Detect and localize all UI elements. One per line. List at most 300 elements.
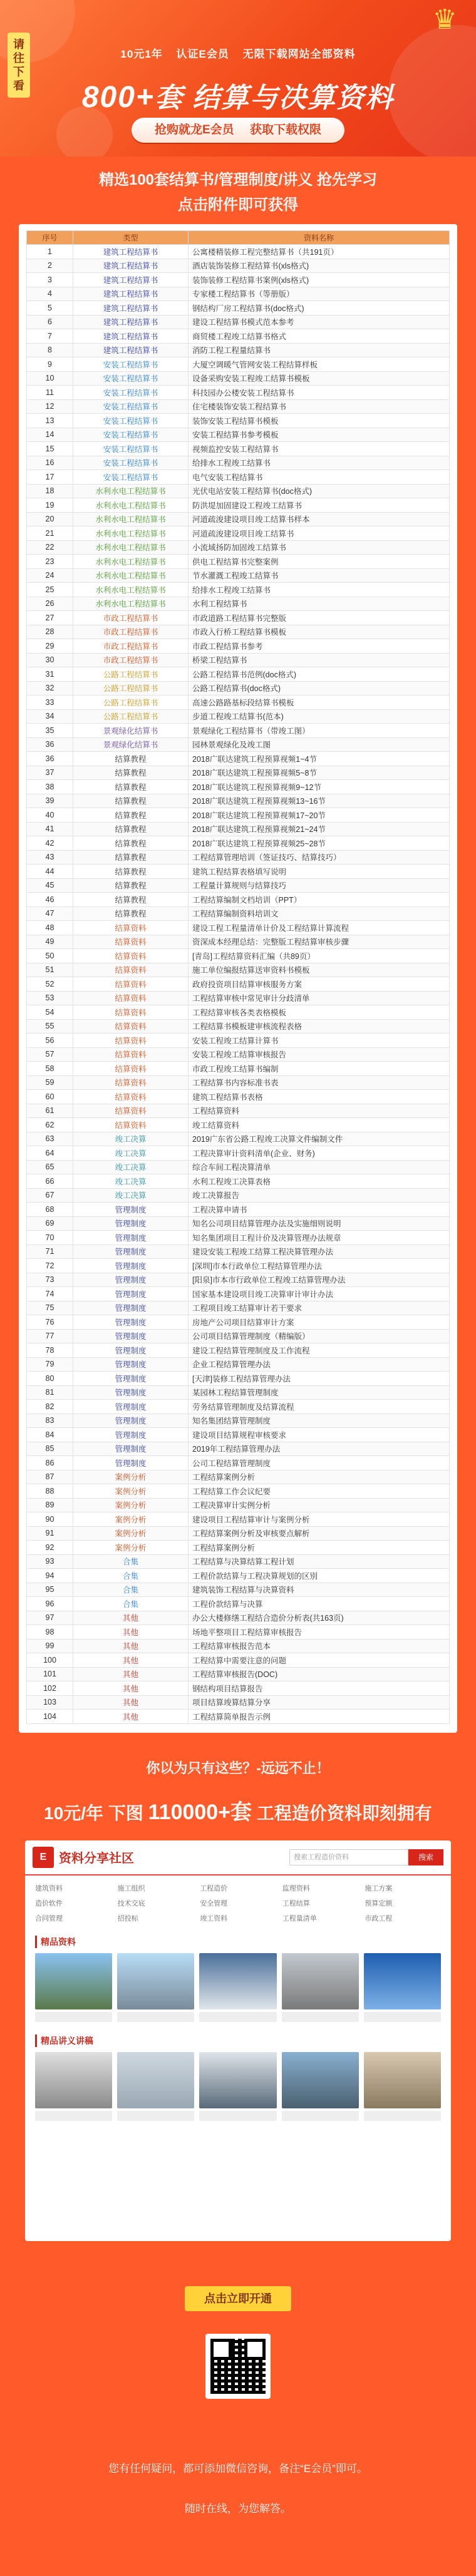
row-number: 66 [27, 1174, 73, 1189]
row-title[interactable]: 高速公路路基标段结算书模板 [189, 695, 450, 710]
row-type: 其他 [73, 1710, 189, 1724]
table-row[interactable] [27, 1710, 450, 1724]
row-number: 42 [27, 836, 73, 851]
table-row[interactable] [27, 921, 450, 935]
site-search-input[interactable]: 搜索工程造价资料 [289, 1849, 408, 1865]
table-row[interactable] [27, 1681, 450, 1696]
row-title[interactable]: 2019广东省公路工程竣工决算文件编制文件 [189, 1132, 450, 1146]
row-type: 水利水电工程结算书 [73, 540, 189, 555]
table-row[interactable] [27, 865, 450, 879]
row-title[interactable]: 工程结算工作会议纪要 [189, 1484, 450, 1499]
table-row[interactable] [27, 484, 450, 498]
table-row[interactable] [27, 1034, 450, 1048]
row-title[interactable]: 工程结算与决算结算工程计划 [189, 1554, 450, 1569]
row-type: 管理制度 [73, 1414, 189, 1428]
table-row[interactable] [27, 1343, 450, 1358]
row-number: 3 [27, 273, 73, 287]
table-row[interactable] [27, 1400, 450, 1414]
thumbnail[interactable] [282, 1953, 359, 2009]
row-number: 65 [27, 1160, 73, 1174]
row-title[interactable]: 酒店装饰装修工程结算书(xls格式) [189, 259, 450, 273]
table-row[interactable] [27, 498, 450, 513]
thumbnail[interactable] [199, 1953, 276, 2009]
row-title[interactable]: 给排水工程竣工结算书 [189, 583, 450, 597]
row-title[interactable]: 2019年工程结算管理办法 [189, 1442, 450, 1456]
table-row[interactable] [27, 611, 450, 625]
row-title[interactable]: 工程结算编制文档培训（PPT） [189, 893, 450, 907]
table-row[interactable] [27, 794, 450, 808]
row-title[interactable]: 建筑装饰工程结算与决算资料 [189, 1583, 450, 1597]
site-nav-link[interactable]: 技术交底 [117, 1899, 145, 1907]
table-row[interactable] [27, 1090, 450, 1104]
row-title[interactable]: 商贸楼工程竣工结算书格式 [189, 329, 450, 344]
row-title[interactable]: 钢结构厂房工程结算书(doc格式) [189, 301, 450, 316]
table-row[interactable] [27, 737, 450, 752]
table-row[interactable] [27, 1118, 450, 1132]
row-title[interactable]: 企业工程结算管理办法 [189, 1357, 450, 1372]
site-nav-link[interactable]: 监理资料 [282, 1884, 310, 1892]
row-title[interactable]: [阳泉]市本市行政单位工程竣工结算管理办法 [189, 1273, 450, 1287]
row-type: 结算资料 [73, 991, 189, 1005]
row-title[interactable]: 工程结算中需要注意的问题 [189, 1653, 450, 1668]
row-title[interactable]: 小流域扬防加固竣工结算书 [189, 540, 450, 555]
table-row[interactable] [27, 681, 450, 695]
table-row[interactable] [27, 1554, 450, 1569]
row-title[interactable]: 工程结算书模板建审核流程表格 [189, 1019, 450, 1034]
row-type: 管理制度 [73, 1343, 189, 1358]
table-row[interactable] [27, 780, 450, 794]
row-title[interactable]: 工程结算案例分析 [189, 1541, 450, 1555]
table-row[interactable] [27, 273, 450, 287]
row-title[interactable]: 工程结算案例分析及审核要点解析 [189, 1526, 450, 1541]
offer-prefix: 10元/年 下图 [44, 1803, 143, 1823]
row-title[interactable]: 工程价款结算与工程决算规划的区别 [189, 1569, 450, 1583]
footer-line-2: 随时在线，为您解答。 [185, 2502, 291, 2515]
row-title[interactable]: 工程决算审计资料清单(企业、财务) [189, 1146, 450, 1161]
table-row[interactable] [27, 371, 450, 386]
row-title[interactable]: 2018广联达建筑工程预算视频21~24节 [189, 822, 450, 836]
row-title[interactable]: 工程结算案例分析 [189, 1470, 450, 1484]
row-title[interactable]: 工程结算资料 [189, 1104, 450, 1118]
row-type: 管理制度 [73, 1329, 189, 1343]
row-title[interactable]: 步道工程竣工结算书(范本) [189, 709, 450, 724]
table-row[interactable] [27, 1216, 450, 1231]
table-row[interactable] [27, 568, 450, 583]
row-title[interactable]: 办公大楼修缮工程结合造价分析表(共163页) [189, 1611, 450, 1625]
resource-table-card [19, 224, 457, 1733]
row-title[interactable]: 劳务结算管理制度及结算流程 [189, 1400, 450, 1414]
row-title[interactable]: 市政道路工程结算书完整版 [189, 611, 450, 625]
table-row[interactable] [27, 1639, 450, 1653]
table-row[interactable] [27, 1019, 450, 1034]
row-type: 案例分析 [73, 1470, 189, 1484]
row-title[interactable]: 工程结算审核报告范本 [189, 1639, 450, 1653]
row-title[interactable]: 视频监控安装工程结算书 [189, 442, 450, 456]
table-row[interactable] [27, 1667, 450, 1681]
row-title[interactable]: 装饰装修工程结算书案例(xls格式) [189, 273, 450, 287]
row-title[interactable]: 政府投资项目结算审核服务方案 [189, 977, 450, 992]
site-nav-link[interactable]: 施工方案 [365, 1884, 393, 1892]
row-type: 结算教程 [73, 752, 189, 766]
table-row[interactable] [27, 977, 450, 992]
table-row[interactable] [27, 1372, 450, 1386]
row-title[interactable]: 场地平整项目工程结算审核报告 [189, 1625, 450, 1640]
row-title[interactable]: 2018广联达建筑工程预算视频9~12节 [189, 780, 450, 794]
table-row[interactable] [27, 1174, 450, 1189]
row-title[interactable]: 工程结算书内容标准书表 [189, 1075, 450, 1090]
site-nav-link[interactable]: 建筑资料 [35, 1884, 63, 1892]
table-row[interactable] [27, 1484, 450, 1499]
table-row[interactable] [27, 428, 450, 442]
table-row[interactable] [27, 1569, 450, 1583]
table-row[interactable] [27, 1470, 450, 1484]
row-title[interactable]: 2018广联达建筑工程预算视频13~16节 [189, 794, 450, 808]
table-row[interactable] [27, 399, 450, 414]
caption-placeholder [117, 2012, 194, 2022]
site-nav-link[interactable]: 工程量清单 [282, 1914, 317, 1922]
row-title[interactable]: 设备采购安装工程竣工结算书模板 [189, 371, 450, 386]
site-nav-link[interactable]: 预算定额 [365, 1899, 393, 1907]
table-row[interactable] [27, 583, 450, 597]
site-nav-link[interactable]: 工程造价 [200, 1884, 228, 1892]
table-row[interactable] [27, 1075, 450, 1090]
row-title[interactable]: 2018广联达建筑工程预算视频25~28节 [189, 836, 450, 851]
table-row[interactable] [27, 1541, 450, 1555]
row-title[interactable]: 知名集团项目工程计价及决算管理办法规章 [189, 1231, 450, 1245]
row-title[interactable]: 河道疏浚建设项目竣工结算书 [189, 526, 450, 541]
row-title[interactable]: 建筑工程结算表格填写说明 [189, 865, 450, 879]
table-row[interactable] [27, 555, 450, 569]
row-type: 管理制度 [73, 1203, 189, 1217]
table-row[interactable] [27, 1526, 450, 1541]
site-nav-link[interactable]: 施工组织 [117, 1884, 145, 1892]
open-now-button[interactable]: 点击立即开通 [185, 2286, 291, 2311]
thumbnail[interactable] [364, 2052, 441, 2108]
row-title[interactable]: 供电工程结算书完整案例 [189, 555, 450, 569]
row-type: 结算资料 [73, 977, 189, 992]
table-row[interactable] [27, 850, 450, 865]
row-title[interactable]: 安装工程竣工结算审核报告 [189, 1047, 450, 1062]
row-title[interactable]: [深圳]市本行政单位工程结算管理办法 [189, 1259, 450, 1273]
row-title[interactable]: 景观绿化工程结算书（带竣工图） [189, 724, 450, 738]
row-title[interactable]: 装饰安装工程结算书模板 [189, 414, 450, 428]
row-title[interactable]: 竣工决算报告 [189, 1188, 450, 1203]
row-type: 案例分析 [73, 1512, 189, 1527]
table-row[interactable] [27, 343, 450, 357]
row-title[interactable]: 公司工程结算管理制度 [189, 1456, 450, 1470]
table-row[interactable] [27, 963, 450, 977]
row-title[interactable]: 防洪堤加固建设工程竣工结算书 [189, 498, 450, 513]
row-title[interactable]: 国家基本建设项目竣工决算审计审计办法 [189, 1287, 450, 1301]
row-title[interactable]: 钢结构项目结算报告 [189, 1681, 450, 1696]
row-title[interactable]: 建设工程结算书模式范本参考 [189, 315, 450, 329]
table-row[interactable] [27, 1456, 450, 1470]
row-type: 建筑工程结算书 [73, 273, 189, 287]
row-title[interactable]: 工程价款结算与决算 [189, 1597, 450, 1611]
row-title[interactable]: 资深成本经理总结：完整版工程结算审核步骤 [189, 935, 450, 949]
row-title[interactable]: 建设项目结算规程审核要求 [189, 1428, 450, 1442]
row-type: 水利水电工程结算书 [73, 512, 189, 526]
row-title[interactable]: 光伏电站安装工程结算书(doc格式) [189, 484, 450, 498]
site-nav-link[interactable]: 造价软件 [35, 1899, 63, 1907]
table-row[interactable] [27, 329, 450, 344]
thumbnail[interactable] [35, 1953, 112, 2009]
table-row[interactable] [27, 1146, 450, 1161]
row-type: 竣工决算 [73, 1160, 189, 1174]
table-row[interactable] [27, 808, 450, 823]
table-row[interactable] [27, 935, 450, 949]
table-row[interactable] [27, 512, 450, 526]
row-number: 56 [27, 1034, 73, 1048]
row-type: 管理制度 [73, 1456, 189, 1470]
row-number: 44 [27, 865, 73, 879]
table-row[interactable] [27, 991, 450, 1005]
table-row[interactable] [27, 1385, 450, 1400]
row-title[interactable]: 施工单位编报结算送审资料书模板 [189, 963, 450, 977]
row-title[interactable]: 市政工程竣工结算书编制 [189, 1062, 450, 1076]
row-title[interactable]: 大厦空调暖气管网安装工程结算样板 [189, 357, 450, 372]
row-title[interactable]: 项目结算竣算结算分享 [189, 1695, 450, 1710]
row-title[interactable]: 工程量计算规则与结算技巧 [189, 878, 450, 893]
featured-thumbs [35, 1953, 441, 2009]
row-type: 公路工程结算书 [73, 695, 189, 710]
table-row[interactable] [27, 1231, 450, 1245]
row-title[interactable]: 水利工程竣工决算表格 [189, 1174, 450, 1189]
row-title[interactable]: 节水灌溉工程竣工结算书 [189, 568, 450, 583]
table-row[interactable] [27, 1301, 450, 1315]
table-row[interactable] [27, 386, 450, 400]
table-row[interactable] [27, 259, 450, 273]
table-row[interactable] [27, 1442, 450, 1456]
table-row[interactable] [27, 906, 450, 921]
row-title[interactable]: 市政工程结算书参考 [189, 639, 450, 654]
row-title[interactable]: 工程结算简单报告示例 [189, 1710, 450, 1724]
row-type: 其他 [73, 1625, 189, 1640]
row-type: 结算教程 [73, 878, 189, 893]
table-row[interactable] [27, 949, 450, 963]
table-row[interactable] [27, 1315, 450, 1330]
row-title[interactable]: 房地产公司项目结算审计方案 [189, 1315, 450, 1330]
table-row[interactable] [27, 836, 450, 851]
row-number: 39 [27, 794, 73, 808]
table-row[interactable] [27, 667, 450, 682]
table-row[interactable] [27, 1188, 450, 1203]
table-row[interactable] [27, 1329, 450, 1343]
row-number: 68 [27, 1203, 73, 1217]
row-title[interactable]: 市政入行桥工程结算书模板 [189, 625, 450, 639]
row-title[interactable]: 知名集团结算管理制度 [189, 1414, 450, 1428]
row-title[interactable]: 2018广联达建筑工程预算视频17~20节 [189, 808, 450, 823]
table-row[interactable] [27, 709, 450, 724]
row-number: 75 [27, 1301, 73, 1315]
table-row[interactable] [27, 245, 450, 259]
table-row[interactable] [27, 695, 450, 710]
row-title[interactable]: 建设安装工程竣工结算工程决算管理办法 [189, 1244, 450, 1259]
table-row[interactable] [27, 1062, 450, 1076]
row-type: 建筑工程结算书 [73, 301, 189, 316]
table-row[interactable] [27, 357, 450, 372]
featured-captions [35, 2012, 441, 2022]
table-row[interactable] [27, 287, 450, 301]
row-type: 竣工决算 [73, 1174, 189, 1189]
table-row[interactable] [27, 301, 450, 316]
row-title[interactable]: 工程结算管理培训（签证技巧、结算技巧） [189, 850, 450, 865]
table-row[interactable] [27, 1132, 450, 1146]
site-nav-link[interactable]: 安全管理 [200, 1899, 228, 1907]
table-row[interactable] [27, 1498, 450, 1512]
table-row[interactable] [27, 1005, 450, 1020]
buy-membership-button[interactable] [132, 118, 344, 143]
table-row[interactable] [27, 653, 450, 667]
table-row[interactable] [27, 752, 450, 766]
table-row[interactable] [27, 639, 450, 654]
site-nav-link[interactable]: 合同管理 [35, 1914, 63, 1922]
row-title[interactable]: 公路工程结算书(doc格式) [189, 681, 450, 695]
row-type: 管理制度 [73, 1357, 189, 1372]
row-type: 市政工程结算书 [73, 625, 189, 639]
row-title[interactable]: 水利工程结算书 [189, 597, 450, 611]
row-title[interactable]: 工程项目竣工结算审计若干要求 [189, 1301, 450, 1315]
row-title[interactable]: 工程结算审核中常见审计分歧清单 [189, 991, 450, 1005]
table-row[interactable] [27, 1512, 450, 1527]
row-number: 48 [27, 921, 73, 935]
row-title[interactable]: 给排水工程竣工结算书 [189, 456, 450, 470]
row-type: 市政工程结算书 [73, 639, 189, 654]
row-title[interactable]: 建设项目工程结算审计与案例分析 [189, 1512, 450, 1527]
table-row[interactable] [27, 878, 450, 893]
table-row[interactable] [27, 1653, 450, 1668]
thumbnail[interactable] [199, 2052, 276, 2108]
thumbnail[interactable] [364, 1953, 441, 2009]
thumbnail[interactable] [117, 1953, 194, 2009]
row-type: 竣工决算 [73, 1188, 189, 1203]
row-number: 84 [27, 1428, 73, 1442]
row-type: 安装工程结算书 [73, 399, 189, 414]
row-title[interactable]: 工程结算编制资料培训文 [189, 906, 450, 921]
row-number: 76 [27, 1315, 73, 1330]
table-row[interactable] [27, 315, 450, 329]
table-row[interactable] [27, 1428, 450, 1442]
hero-banner [0, 0, 476, 157]
thumbnail[interactable] [282, 2052, 359, 2108]
row-title[interactable]: 2018广联达建筑工程预算视频5~8节 [189, 766, 450, 780]
row-title[interactable]: 电气安装工程结算书 [189, 470, 450, 485]
row-number: 1 [27, 245, 73, 259]
column-header-name: 资料名称 [189, 231, 450, 245]
table-row[interactable] [27, 1047, 450, 1062]
row-title[interactable]: 专家楼工程结算书（等册版） [189, 287, 450, 301]
table-row[interactable] [27, 470, 450, 485]
row-title[interactable]: 桥梁工程结算书 [189, 653, 450, 667]
row-title[interactable]: 安装工程竣工结算计算书 [189, 1034, 450, 1048]
table-row[interactable] [27, 456, 450, 470]
row-title[interactable]: 消防工程工程量结算书 [189, 343, 450, 357]
table-row[interactable] [27, 1259, 450, 1273]
table-row[interactable] [27, 1695, 450, 1710]
row-number: 25 [27, 583, 73, 597]
caption-placeholder [199, 2012, 276, 2022]
table-row[interactable] [27, 1160, 450, 1174]
site-nav-link[interactable]: 招投标 [117, 1914, 138, 1922]
table-row[interactable] [27, 1414, 450, 1428]
table-row[interactable] [27, 1273, 450, 1287]
row-title[interactable]: 安装工程结算书参考模板 [189, 428, 450, 442]
table-row[interactable] [27, 414, 450, 428]
thumbnail[interactable] [35, 2052, 112, 2108]
section-lectures: 精品讲义讲稿 [35, 2035, 441, 2047]
row-title[interactable]: 河道疏浚建设项目竣工结算书样本 [189, 512, 450, 526]
table-row[interactable] [27, 1597, 450, 1611]
hero-title-unit: 套 [154, 83, 184, 113]
thumbnail[interactable] [117, 2052, 194, 2108]
row-title[interactable]: 建设工程结算管理制度及工作流程 [189, 1343, 450, 1358]
table-row[interactable] [27, 822, 450, 836]
row-title[interactable]: 建筑工程结算书表格 [189, 1090, 450, 1104]
table-row[interactable] [27, 597, 450, 611]
site-nav-link[interactable]: 工程结算 [282, 1899, 310, 1907]
table-row[interactable] [27, 1357, 450, 1372]
row-title[interactable]: 公司项目结算管理制度（精编版） [189, 1329, 450, 1343]
row-title[interactable]: 园林景观绿化及竣工图 [189, 737, 450, 752]
row-type: 竣工决算 [73, 1132, 189, 1146]
row-type: 水利水电工程结算书 [73, 484, 189, 498]
table-row[interactable] [27, 442, 450, 456]
row-title[interactable]: 综合车间工程决算清单 [189, 1160, 450, 1174]
row-title[interactable]: 2018广联达建筑工程预算视频1~4节 [189, 752, 450, 766]
site-search-button[interactable]: 搜索 [408, 1849, 443, 1865]
row-title[interactable]: [青岛]工程结算资料汇编（共89页） [189, 949, 450, 963]
row-type: 结算资料 [73, 1062, 189, 1076]
table-row[interactable] [27, 1203, 450, 1217]
table-row[interactable] [27, 1244, 450, 1259]
row-title[interactable]: 知名公司项目结算管理办法及实施细则说明 [189, 1216, 450, 1231]
row-type: 结算教程 [73, 865, 189, 879]
row-type: 案例分析 [73, 1526, 189, 1541]
site-nav-link[interactable]: 市政工程 [365, 1914, 393, 1922]
row-type: 水利水电工程结算书 [73, 526, 189, 541]
row-type: 合集 [73, 1583, 189, 1597]
table-row[interactable] [27, 1611, 450, 1625]
site-nav-link[interactable]: 竣工资料 [200, 1914, 228, 1922]
row-title[interactable]: 公寓楼精装修工程完整结算书（共191页） [189, 245, 450, 259]
row-number: 51 [27, 963, 73, 977]
row-title[interactable]: 科技园办公楼安装工程结算书 [189, 386, 450, 400]
row-title[interactable]: [天津]装修工程结算管理办法 [189, 1372, 450, 1386]
row-type: 结算教程 [73, 822, 189, 836]
table-row[interactable] [27, 724, 450, 738]
row-title[interactable]: 公路工程结算书范例(doc格式) [189, 667, 450, 682]
row-title[interactable]: 工程结算审核报告(DOC) [189, 1667, 450, 1681]
row-title[interactable]: 建设工程工程量清单计价及工程结算计算流程 [189, 921, 450, 935]
row-type: 水利水电工程结算书 [73, 597, 189, 611]
row-title[interactable]: 竣工结算资料 [189, 1118, 450, 1132]
table-row[interactable] [27, 766, 450, 780]
table-row[interactable] [27, 1104, 450, 1118]
row-title[interactable]: 某园林工程结算管理制度 [189, 1385, 450, 1400]
row-title[interactable]: 工程结算审核各类表格模板 [189, 1005, 450, 1020]
table-row[interactable] [27, 1583, 450, 1597]
table-row[interactable] [27, 540, 450, 555]
table-row[interactable] [27, 1287, 450, 1301]
site-preview [25, 1840, 451, 2241]
table-row[interactable] [27, 1625, 450, 1640]
row-title[interactable]: 住宅楼装饰安装工程结算书 [189, 399, 450, 414]
table-row[interactable] [27, 625, 450, 639]
row-title[interactable]: 工程决算申请书 [189, 1203, 450, 1217]
table-row[interactable] [27, 526, 450, 541]
table-row[interactable] [27, 893, 450, 907]
row-title[interactable]: 工程决算审计实例分析 [189, 1498, 450, 1512]
